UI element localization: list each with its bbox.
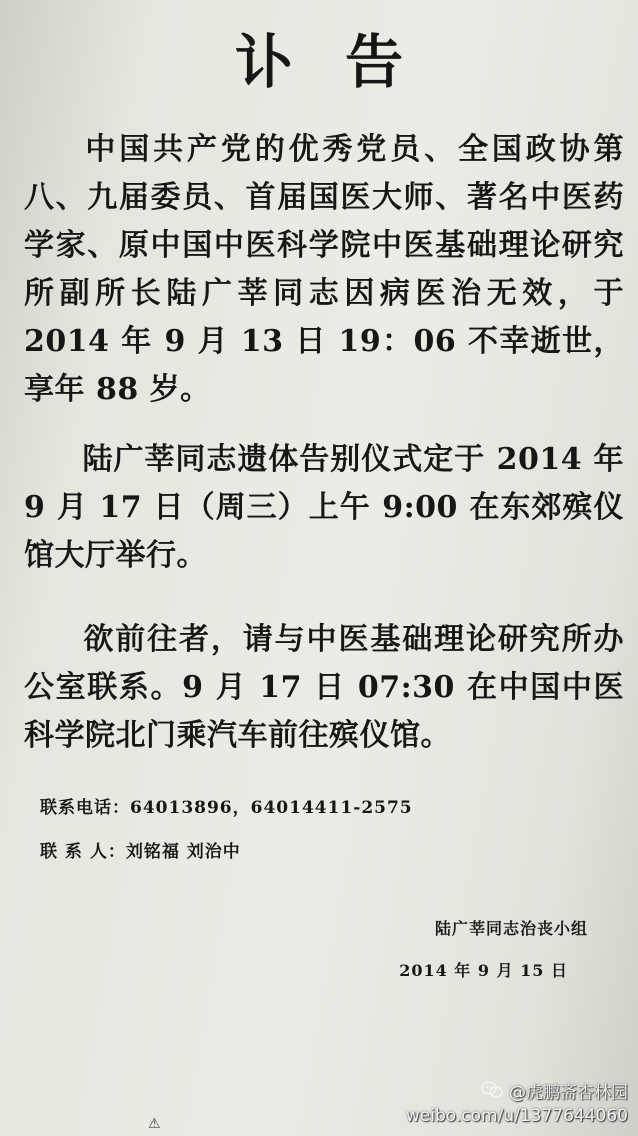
watermark-line1 bbox=[481, 1076, 628, 1104]
notice-title: 讣告 bbox=[234, 28, 455, 96]
paragraph-transport-text: 欲前往者，请与中医基础理论研究所办公室联系。9 月 17 日 07:30 在中国中医科学院北门乘汽车前往殡仪馆。 bbox=[24, 622, 624, 753]
paragraph-announcement bbox=[24, 126, 624, 414]
watermark-handle: @虎鹏斋杏林园 bbox=[509, 1082, 628, 1103]
notice-date: 2014 年 9 月 15 日 bbox=[399, 961, 568, 980]
contact-phone: 联系电话：64013896，64014411-2575 bbox=[40, 798, 413, 818]
paragraph-ceremony bbox=[24, 436, 624, 580]
paragraph-ceremony-text: 陆广莘同志遗体告别仪式定于 2014 年 9 月 17 日（周三）上午 9:00 在东郊殡仪馆大厅举行。 bbox=[24, 442, 624, 573]
paragraph-transport bbox=[24, 616, 624, 760]
contact-person: 联 系 人：刘铭福 刘治中 bbox=[40, 842, 241, 862]
wechat-icon bbox=[481, 1081, 503, 1099]
signatory: 陆广莘同志治丧小组 bbox=[434, 919, 588, 938]
corner-mark: ⚠ bbox=[148, 1116, 161, 1132]
paragraph-announcement-text: 中国共产党的优秀党员、全国政协第八、九届委员、首届国医大师、著名中医药学家、原中国中医科学院中医基础理论研究所副所长陆广莘同志因病医治无效，于 2014 年 9 月 13 日 19：06 不幸逝世，享年 88 岁。 bbox=[24, 132, 624, 407]
watermark-url: weibo.com/u/1377644060 bbox=[405, 1106, 628, 1126]
watermark bbox=[0, 1076, 638, 1136]
